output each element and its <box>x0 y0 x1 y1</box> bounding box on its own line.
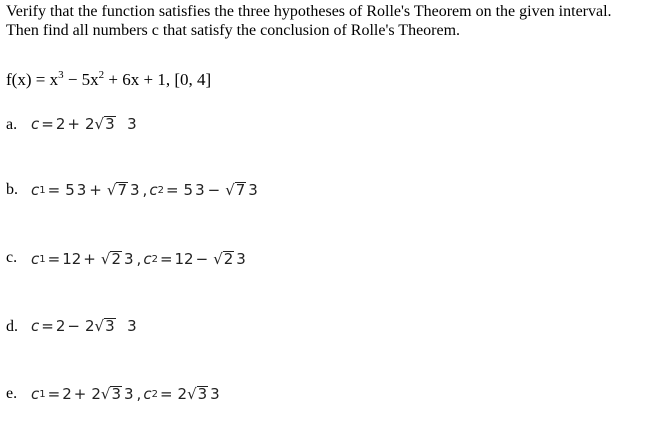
subscript: 2 <box>151 388 158 400</box>
radicand: 7 <box>117 181 127 199</box>
equals-sign: = <box>47 385 61 403</box>
numerator: 5 <box>65 181 75 199</box>
option-e-expression[interactable] <box>31 384 221 404</box>
fraction <box>223 180 258 200</box>
var-c: c <box>31 317 40 335</box>
comma: , <box>136 385 142 403</box>
sqrt-icon: √ <box>225 181 235 199</box>
option-c-expression[interactable] <box>31 249 247 269</box>
function-term-2: − 5x <box>63 70 99 89</box>
equals-sign: = <box>165 181 179 199</box>
function-lhs: f(x) = x <box>6 70 59 89</box>
fraction <box>211 249 246 269</box>
function-definition <box>6 70 211 90</box>
subscript: 1 <box>39 253 46 265</box>
option-d-letter: d. <box>6 318 18 335</box>
minus-sign: − <box>67 317 80 335</box>
fraction <box>89 384 133 404</box>
denominator: 3 <box>195 181 205 199</box>
var-c2: c <box>143 250 152 268</box>
sqrt-icon: √ <box>100 385 111 403</box>
denominator: 3 <box>236 250 246 268</box>
plus-sign: + <box>89 181 102 199</box>
equals-sign: = <box>159 250 173 268</box>
fraction <box>83 114 137 134</box>
var-c: c <box>31 115 40 133</box>
sqrt-icon: √ <box>100 250 111 268</box>
var-c1: c <box>31 181 40 199</box>
denominator: 3 <box>129 181 140 199</box>
denominator: 3 <box>248 181 258 199</box>
denominator: 3 <box>127 317 137 335</box>
radicand: 3 <box>105 115 115 133</box>
plus-sign: + <box>73 385 87 403</box>
option-a-expression[interactable] <box>31 114 138 134</box>
var-c2: c <box>149 181 158 199</box>
equals-sign: = <box>41 317 54 335</box>
option-c-letter: c. <box>6 249 18 266</box>
radicand: 3 <box>111 385 121 403</box>
constant: 12 <box>174 250 194 268</box>
fraction <box>63 180 86 200</box>
denominator: 3 <box>127 115 137 133</box>
subscript: 1 <box>39 184 46 196</box>
denominator: 3 <box>123 250 134 268</box>
var-c1: c <box>31 250 40 268</box>
radical-coefficient: 2 <box>177 385 188 403</box>
sqrt-icon: √ <box>94 115 105 133</box>
equals-sign: = <box>47 181 61 199</box>
minus-sign: − <box>195 250 209 268</box>
constant: 2 <box>62 385 72 403</box>
constant: 2 <box>55 115 66 133</box>
exponent-3: 3 <box>58 69 64 81</box>
subscript: 1 <box>39 388 46 400</box>
option-a-letter: a. <box>6 116 18 133</box>
fraction <box>83 316 137 336</box>
comma: , <box>136 250 142 268</box>
fraction <box>176 384 220 404</box>
option-b-letter: b. <box>6 181 18 198</box>
radical-coefficient: 2 <box>84 115 95 133</box>
minus-sign: − <box>207 181 221 199</box>
var-c2: c <box>143 385 152 403</box>
option-b-expression[interactable] <box>31 180 259 200</box>
radicand: 3 <box>105 317 115 335</box>
prompt-line-1: Verify that the function satisfies the three hypotheses of Rolle's Theorem on the given interval. <box>6 3 612 20</box>
equals-sign: = <box>47 250 61 268</box>
function-term-rest: + 6x + 1, [0, 4] <box>104 70 212 89</box>
question-prompt <box>6 2 651 40</box>
radicand: 3 <box>197 385 208 403</box>
option-e-letter: e. <box>6 385 18 402</box>
option-d-expression[interactable] <box>31 316 138 336</box>
fraction <box>105 180 140 200</box>
subscript: 2 <box>157 184 164 196</box>
sqrt-icon: √ <box>213 250 223 268</box>
fraction <box>99 249 134 269</box>
denominator: 3 <box>123 385 134 403</box>
radicand: 7 <box>235 181 246 199</box>
subscript: 2 <box>151 253 158 265</box>
prompt-line-2: Then find all numbers c that satisfy the conclusion of Rolle's Theorem. <box>6 22 461 39</box>
sqrt-icon: √ <box>94 317 105 335</box>
denominator: 3 <box>210 385 220 403</box>
numerator: 5 <box>183 181 194 199</box>
constant: 12 <box>62 250 82 268</box>
var-c1: c <box>31 385 40 403</box>
plus-sign: + <box>83 250 96 268</box>
radical-coefficient: 2 <box>84 317 95 335</box>
exponent-2: 2 <box>98 69 105 81</box>
constant: 2 <box>55 317 66 335</box>
radical-coefficient: 2 <box>91 385 101 403</box>
denominator: 3 <box>76 181 87 199</box>
comma: , <box>142 181 148 199</box>
sqrt-icon: √ <box>106 181 117 199</box>
equals-sign: = <box>41 115 54 133</box>
fraction <box>182 180 205 200</box>
plus-sign: + <box>67 115 80 133</box>
sqrt-icon: √ <box>187 385 197 403</box>
equals-sign: = <box>159 385 173 403</box>
radicand: 2 <box>111 250 121 268</box>
radicand: 2 <box>223 250 234 268</box>
